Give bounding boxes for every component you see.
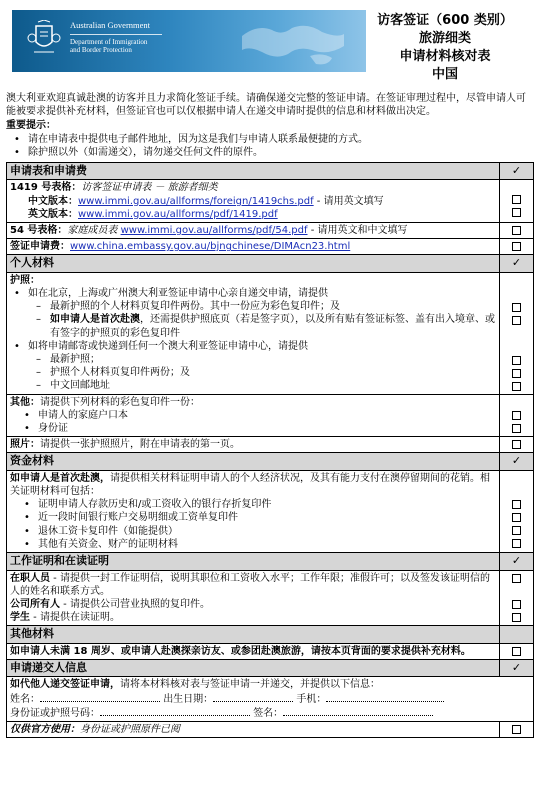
checkbox[interactable] [512, 242, 521, 251]
funds-intro: 如申请人是首次赴澳，请提供相关材料证明申请人的个人经济状况，及其有能力支付在澳停留期间的花销。相关证明材料可包括： [10, 472, 490, 498]
fee-link[interactable]: www.china.embassy.gov.au/bjngchinese/DIMAcn23.html [70, 241, 351, 253]
notice-list [6, 133, 534, 159]
section-header-work [7, 552, 534, 570]
employee-label: 在职人员 [10, 572, 50, 584]
department-line-2: and Border Protection [70, 46, 132, 55]
fee-label: 签证申请费： [10, 241, 70, 253]
chinese-form-note: - 请用英文填写 [313, 195, 384, 207]
section-header-forms [7, 162, 534, 180]
funds-item: • 其他有关资金、财产的证明材料 [10, 538, 496, 551]
checkbox[interactable] [512, 513, 521, 522]
id-field[interactable] [100, 706, 250, 716]
dob-field[interactable] [213, 692, 293, 702]
checkbox[interactable] [512, 539, 521, 548]
document-title [360, 12, 530, 84]
funds-item: • 证明申请人存款历史和/或工资收入的银行存折复印件 [10, 498, 496, 511]
other-materials-text: 如申请人未满 18 周岁、或申请人赴澳探亲访友、或参团赴澳旅游，请按本页背面的要求提供补充材料。 [7, 643, 500, 659]
student-label: 学生 [10, 612, 30, 624]
funds-item: • 退休工资卡复印件（如能提供） [10, 525, 496, 538]
checkbox[interactable] [512, 195, 521, 204]
section-header-submitter [7, 659, 534, 677]
checkbox[interactable] [512, 647, 521, 656]
english-version-label: 英文版本： [28, 208, 78, 220]
checkbox[interactable] [512, 500, 521, 509]
name-label: 姓名： [10, 693, 40, 705]
table-row [7, 437, 534, 453]
phone-field[interactable] [326, 692, 444, 702]
section-title: 资金材料 [7, 453, 500, 471]
english-form-link[interactable]: www.immi.gov.au/allforms/pdf/1419.pdf [78, 208, 278, 220]
form-54-note: - 请用英文和中文填写 [307, 225, 408, 237]
passport-subitem: – 最新护照的个人材料页复印件两份。其中一份应为彩色复印件；及 [10, 300, 496, 313]
signature-field[interactable] [283, 706, 433, 716]
title-line-2: 旅游细类 [418, 30, 471, 46]
table-row [7, 570, 534, 626]
checkbox[interactable] [512, 600, 521, 609]
form-54-name: 家庭成员表 [67, 225, 118, 237]
checkbox[interactable] [512, 316, 521, 325]
chinese-version-label: 中文版本： [28, 195, 78, 207]
dob-label: 出生日期： [163, 693, 214, 705]
notice-item: • 请在申请表中提供电子邮件地址，因为这是我们与申请人联系最便捷的方式。 [14, 133, 534, 146]
submitter-fields-row-2 [10, 706, 530, 720]
submitter-intro: 如代他人递交签证申请，请将本材料核对表与签证申请一并递交，并提供以下信息： [10, 679, 380, 691]
world-map-icon [232, 16, 352, 68]
checkbox[interactable] [512, 208, 521, 217]
gov-name: Australian Government [70, 20, 151, 30]
section-title: 申请递交人信息 [7, 659, 500, 677]
checkbox[interactable] [512, 440, 521, 449]
table-row [7, 677, 534, 722]
checkbox[interactable] [512, 369, 521, 378]
id-label: 身份证或护照号码： [10, 707, 100, 719]
section-header-other [7, 626, 534, 644]
submitter-fields-row-1 [10, 692, 530, 706]
section-header-personal [7, 255, 534, 273]
checkbox[interactable] [512, 303, 521, 312]
form-54-link[interactable]: www.immi.gov.au/allforms/pdf/54.pdf [120, 225, 308, 237]
checkbox[interactable] [512, 424, 521, 433]
check-mark: ✓ [500, 162, 534, 180]
section-title: 工作证明和在读证明 [7, 552, 500, 570]
title-line-3: 申请材料核对表 [399, 48, 491, 64]
form-1419-label: 1419 号表格： [10, 182, 82, 194]
checkbox[interactable] [512, 613, 521, 622]
header [6, 8, 534, 90]
section-title: 个人材料 [7, 255, 500, 273]
passport-subitem: – 最新护照； [10, 353, 496, 366]
passport-item: • 如将申请邮寄或快递到任何一个澳大利亚签证申请中心，请提供 [10, 340, 496, 353]
form-1419-name: 访客签证申请表 － 旅游者细类 [81, 182, 218, 194]
official-use-label: 仅供官方使用： [10, 724, 80, 736]
intro-paragraph: 澳大利亚欢迎真诚赴澳的访客并且力求简化签证手续。请确保递交完整的签证申请。在签证审理过程中，尽管申请人可能被要求提供补充材料，但签证官也可以仅根据申请人在递交申请时提供的信息和材料做出决定。 [6, 93, 526, 118]
notice-title: 重要提示： [6, 120, 56, 132]
department-line-1: Department of Immigration [70, 37, 148, 46]
passport-label: 护照： [10, 274, 40, 286]
coat-of-arms-icon [26, 20, 62, 60]
table-row [7, 722, 534, 738]
owner-label: 公司所有人 [10, 598, 60, 610]
section-title: 其他材料 [7, 626, 500, 644]
name-field[interactable] [40, 692, 160, 702]
title-line-4: 中国 [431, 66, 458, 82]
government-text [70, 20, 162, 55]
checkbox[interactable] [512, 226, 521, 235]
sign-label: 签名： [253, 707, 284, 719]
check-mark: ✓ [500, 659, 534, 677]
passport-subitem: – 护照个人材料页复印件两份；及 [10, 366, 496, 379]
checkbox[interactable] [512, 382, 521, 391]
checkbox[interactable] [512, 411, 521, 420]
check-mark: ✓ [500, 552, 534, 570]
title-line-1: 访客签证（600 类别） [377, 13, 513, 28]
check-mark: ✓ [500, 453, 534, 471]
passport-subitem: – 中文回邮地址 [10, 379, 496, 392]
employee-text: - 请提供一封工作证明信，说明其职位和工资收入水平；工作年限；准假许可；以及签发该证明信的人的姓名和联系方式。 [10, 572, 490, 597]
chinese-form-link[interactable]: www.immi.gov.au/allforms/foreign/1419chs.pdf [78, 195, 314, 207]
other-docs-item: • 身份证 [10, 422, 496, 435]
form-54-label: 54 号表格： [10, 225, 68, 237]
table-row [7, 643, 534, 659]
checklist-table [6, 162, 534, 738]
passport-subitem: – 如申请人是首次赴澳，还需提供护照底页（若是签字页），以及所有贴有签证标签、盖有出入境章、或有签字的护照页的彩色复印件 [10, 313, 496, 339]
check-mark: ✓ [500, 255, 534, 273]
photo-label: 照片： [10, 439, 40, 451]
section-title: 申请表和申请费 [7, 162, 500, 180]
phone-label: 手机： [296, 693, 327, 705]
table-row [7, 394, 534, 437]
checkbox[interactable] [512, 356, 521, 365]
official-use-text: 身份证或护照原件已阅 [80, 724, 180, 736]
notice-item: • 除护照以外（如需递交），请勿递交任何文件的原件。 [14, 146, 534, 159]
checkbox[interactable] [512, 526, 521, 535]
table-row [7, 239, 534, 255]
table-row [7, 223, 534, 239]
checkbox[interactable] [512, 725, 521, 734]
government-banner [12, 10, 366, 72]
student-text: - 请提供在读证明。 [30, 612, 120, 624]
table-row [7, 180, 534, 223]
other-docs-item: • 申请人的家庭户口本 [10, 409, 496, 422]
owner-text: - 请提供公司营业执照的复印件。 [60, 598, 210, 610]
passport-item: • 如在北京，上海或广州澳大利亚签证申请中心亲自递交申请，请提供 [10, 287, 496, 300]
other-docs-label: 其他： [10, 396, 40, 408]
other-docs-text: 请提供下列材料的彩色复印件一份： [40, 396, 200, 408]
photo-text: 请提供一张护照照片，附在申请表的第一页。 [40, 439, 240, 451]
funds-item: • 近一段时间银行账户交易明细或工资单复印件 [10, 511, 496, 524]
table-row [7, 272, 534, 394]
section-header-funds [7, 453, 534, 471]
table-row [7, 470, 534, 552]
checkbox[interactable] [512, 574, 521, 583]
